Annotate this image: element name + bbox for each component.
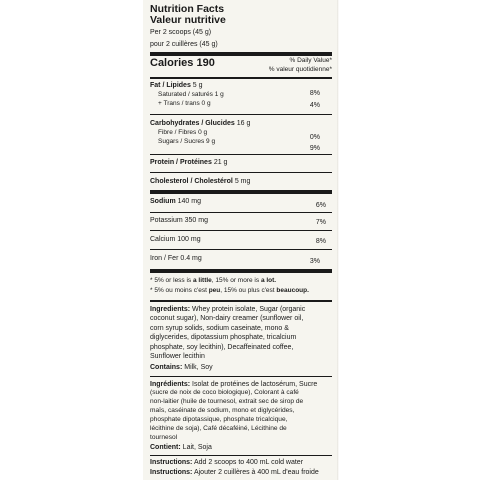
contains-fr-value: Lait, Soja <box>182 444 212 451</box>
serving-fr: pour 2 cuillères (45 g) <box>150 41 218 48</box>
protein-row <box>150 159 227 166</box>
divider <box>150 230 332 231</box>
footnote-en <box>150 278 276 285</box>
fat-row <box>150 82 203 89</box>
instructions-en-text: Add 2 scoops to 400 mL cold water <box>193 459 304 466</box>
protein-amount: 21 g <box>213 159 228 166</box>
divider <box>150 77 332 79</box>
daily-value-en: % Daily Value* <box>289 57 332 64</box>
protein-label: Protein / Protéines <box>150 159 212 166</box>
footnote-emphasis: a lot. <box>260 277 277 284</box>
fat-dv: 8% <box>309 90 320 97</box>
ingredients-fr-line: tournesol <box>150 434 178 441</box>
divider <box>150 52 332 56</box>
iron-row <box>150 255 202 262</box>
instructions-fr-label: Instructions: <box>150 469 193 476</box>
contains-fr <box>150 444 212 451</box>
fat-amount: 5 g <box>192 82 203 89</box>
footnote-fr <box>150 288 309 295</box>
calcium-row <box>150 236 201 243</box>
ingredients-en-text: Whey protein isolate, Sugar (organic <box>192 306 306 313</box>
panel-edge <box>337 0 339 480</box>
sodium-label: Sodium <box>150 198 176 205</box>
saturated-label: Saturated / saturés 1 g <box>158 91 224 98</box>
ingredients-en-label: Ingredients: <box>150 306 191 313</box>
trans-label: + Trans / trans 0 g <box>158 100 211 107</box>
divider <box>150 212 332 213</box>
daily-value-fr: % valeur quotidienne* <box>268 66 332 73</box>
ingredients-fr-first-line <box>150 381 317 388</box>
footnote-emphasis: a little <box>193 277 212 284</box>
cholesterol-amount: 5 mg <box>234 178 251 185</box>
fat-label: Fat / Lipides <box>150 82 191 89</box>
fibre-dv: 0% <box>309 134 320 141</box>
iron-dv: 3% <box>309 258 320 265</box>
divider <box>150 190 332 194</box>
carbs-row <box>150 120 250 127</box>
ingredients-en-line: corn syrup solids, sodium caseinate, mono & <box>150 325 289 332</box>
cholesterol-label: Cholesterol / Cholestérol <box>150 178 233 185</box>
serving-en: Per 2 scoops (45 g) <box>150 29 212 36</box>
divider <box>150 376 332 377</box>
ingredients-en-line: diglycerides, dipotassium phosphate, tricalcium <box>150 334 297 341</box>
instructions-fr-text: Ajouter 2 cuillères à 400 mL d'eau froide <box>193 469 319 476</box>
contains-en-value: Milk, Soy <box>184 364 213 371</box>
sodium-amount: 140 mg <box>177 198 201 205</box>
calories-label: Calories 190 <box>150 57 215 69</box>
ingredients-fr-text: Isolat de protéines de lactosérum, Sucre <box>192 381 318 388</box>
divider <box>150 269 332 273</box>
ingredients-fr-line: lécithine de soja), Café décaféiné, Lécithine de <box>150 425 287 432</box>
potassium-row <box>150 217 208 224</box>
potassium-amount: 350 mg <box>184 217 208 224</box>
carbs-label: Carbohydrates / Glucides <box>150 120 235 127</box>
potassium-label: Potassium <box>150 217 183 224</box>
instructions-en <box>150 459 303 466</box>
ingredients-en-line: Sunflower lecithin <box>150 353 205 360</box>
divider <box>150 249 332 250</box>
title-en: Nutrition Facts <box>150 3 225 15</box>
footnote-text: , 15% ou plus c'est <box>220 287 277 294</box>
ingredients-en-line: phosphate, soy lecithin), Decaffeinated coffee, <box>150 344 294 351</box>
sugars-label: Sugars / Sucres 9 g <box>158 138 216 145</box>
iron-label: Iron / Fer <box>150 255 179 262</box>
footnote-text: * 5% ou moins c'est <box>150 287 209 294</box>
contains-fr-label: Contient: <box>150 444 181 451</box>
ingredients-fr-line: phosphate dipotassique, phosphate tricalcique, <box>150 416 288 423</box>
instructions-fr <box>150 469 319 476</box>
divider <box>150 300 332 302</box>
footnote-text: * 5% or less is <box>150 277 193 284</box>
sodium-row <box>150 198 201 205</box>
divider <box>150 172 332 173</box>
ingredients-en-line: coconut sugar), Non-dairy creamer (sunflower oil, <box>150 315 304 322</box>
ingredients-fr-label: Ingrédients: <box>150 381 191 388</box>
sugars-dv: 9% <box>309 145 320 152</box>
ingredients-fr-line: maïs, caséinate de sodium, mono et diglycérides, <box>150 407 295 414</box>
footnote-text: , 15% or more is <box>211 277 261 284</box>
calcium-label: Calcium <box>150 236 176 243</box>
trans-dv: 4% <box>309 102 320 109</box>
calcium-dv: 8% <box>315 238 326 245</box>
ingredients-en-first-line <box>150 306 305 313</box>
fibre-label: Fibre / Fibres 0 g <box>158 129 208 136</box>
sodium-dv: 6% <box>315 202 326 209</box>
potassium-dv: 7% <box>315 219 326 226</box>
carbs-amount: 16 g <box>236 120 251 127</box>
iron-amount: 0.4 mg <box>180 255 202 262</box>
cholesterol-row <box>150 178 250 185</box>
footnote-emphasis: peu <box>208 287 221 294</box>
ingredients-fr-line: (sucre de noix de coco biologique), Colorant à café <box>150 389 299 396</box>
contains-en-label: Contains: <box>150 364 183 371</box>
divider <box>150 154 332 155</box>
divider <box>150 114 332 115</box>
calcium-amount: 100 mg <box>177 236 201 243</box>
instructions-en-label: Instructions: <box>150 459 193 466</box>
title-fr: Valeur nutritive <box>150 14 226 26</box>
contains-en <box>150 364 213 371</box>
footnote-emphasis: beaucoup. <box>276 287 309 294</box>
ingredients-fr-line: non-laitier (huile de tournesol, extrait sec de sirop de <box>150 398 304 405</box>
divider <box>150 455 332 456</box>
